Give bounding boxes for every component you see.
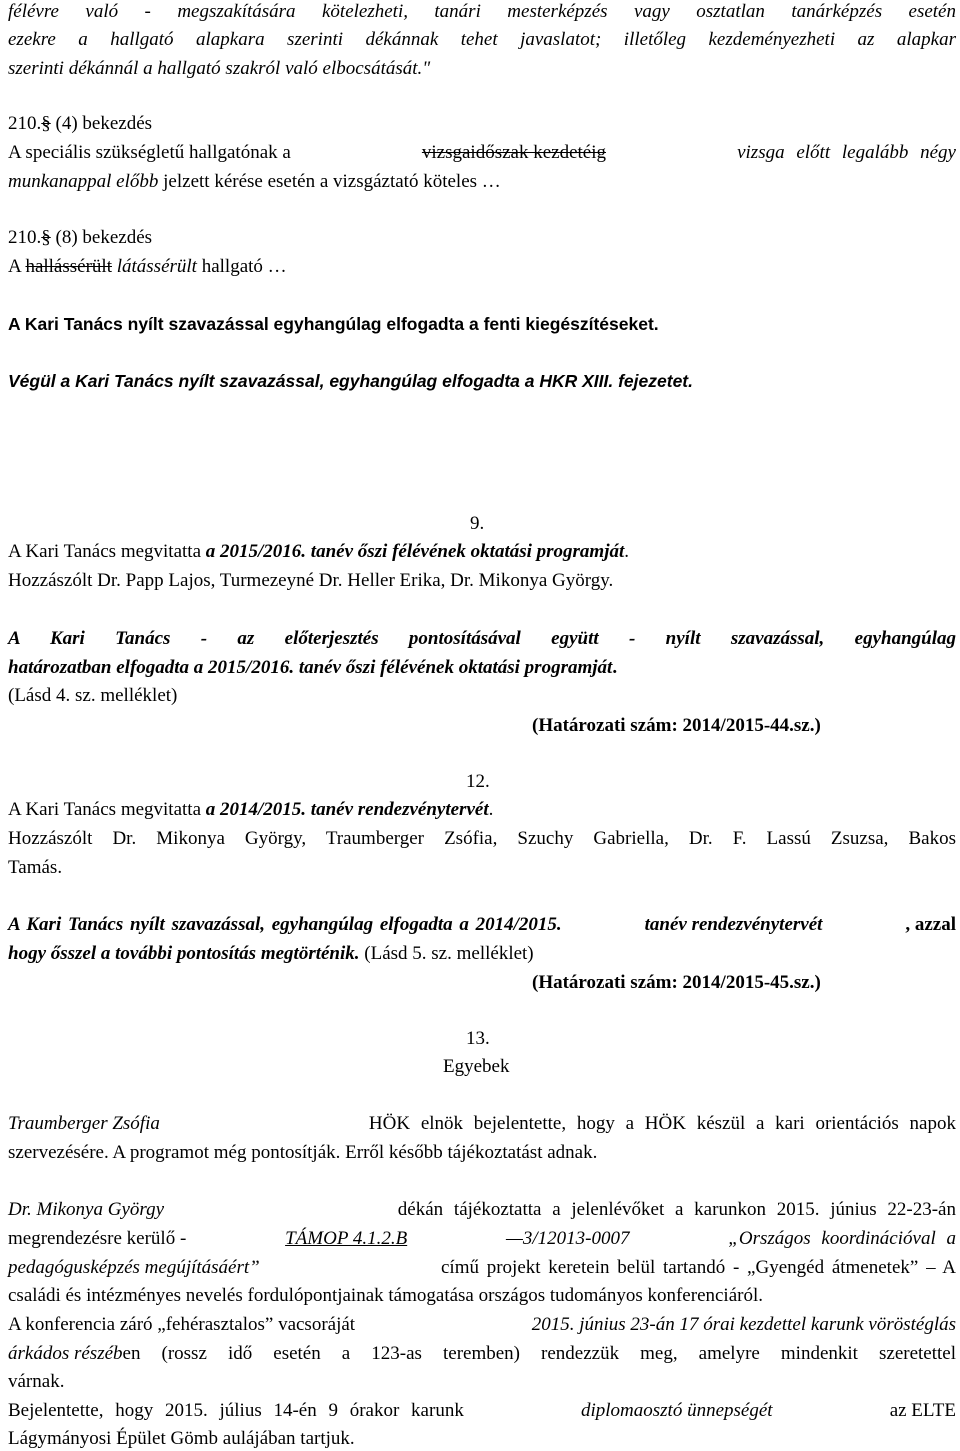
item13-p2-line-3 [8, 1256, 956, 1280]
item9-contributors: Hozzászólt Dr. Papp Lajos, Turmezeyné Dr. Heller Erika, Dr. Mikonya György. [8, 570, 614, 591]
amendment-text-plain: hallgató … [196, 256, 287, 277]
item12-attachment-ref: (Lásd 5. sz. melléklet) [359, 943, 534, 964]
item12-discussed-lead: A Kari Tanács megvitatta [8, 799, 206, 820]
item12-decision-note: hogy ősszel a további pontosítás megtörténik. [8, 943, 360, 964]
deleted-text: vizsgaidőszak kezdetéig [421, 142, 607, 163]
item12-decision-line-1 [8, 913, 956, 937]
project-code-suffix: —3/12013-0007 [505, 1228, 630, 1249]
item12-discussed-end: . [488, 799, 494, 820]
item13-p1-line-2: szervezésére. A programot még pontosítják. Erről később tájékoztatást adnak. [8, 1142, 598, 1163]
amendment-text-line-2 [8, 170, 501, 194]
item9-discussed-topic: a 2015/2016. tanév őszi félévének oktatási programját [205, 541, 625, 562]
item9-discussed-end: . [624, 541, 630, 562]
deleted-text: hallássérült [25, 256, 112, 277]
item13-p1-text: HÖK elnök bejelentette, hogy a HÖK készül a kari orientációs napok [368, 1113, 956, 1134]
project-title: pedagógusképzés megújításáért” [8, 1257, 260, 1278]
person-name: Dr. Mikonya György [8, 1199, 165, 1220]
agenda-item-title-other: Egyebek [443, 1056, 510, 1077]
event-details: 2015. június 23-án 17 órai kezdettel karunk vöröstéglás [531, 1314, 956, 1335]
amendment-heading-2 [8, 226, 152, 250]
item9-decision-lead: határozatban elfogadta a 2015/2016. [8, 657, 299, 678]
section-sign: § [41, 113, 51, 134]
amendment-text-2 [8, 255, 287, 279]
item13-p3-line-3: várnak. [8, 1371, 65, 1392]
agenda-item-number-12: 12. [466, 771, 490, 792]
paragraph-ref: (8) bekezdés [50, 227, 153, 248]
project-code: TÁMOP 4.1.2.B [285, 1228, 408, 1249]
item13-p2-line-1 [8, 1198, 956, 1222]
agenda-item-number-13: 13. [466, 1028, 490, 1049]
item13-p2-line-2 [8, 1227, 956, 1251]
inserted-text: vizsga előtt legalább négy [737, 142, 956, 163]
item13-p4-text: Bejelentette, hogy 2015. július 14-én 9 órakor karunk [8, 1400, 464, 1421]
decision-hkr: Végül a Kari Tanács nyílt szavazással, egyhangúlag elfogadta a HKR XIII. fejezetet. [8, 371, 693, 391]
inserted-text: látássérült [111, 256, 197, 277]
event-details: árkádos részéb [8, 1343, 123, 1364]
item9-decision-end: . [612, 657, 618, 678]
person-name: Traumberger Zsófia [8, 1113, 160, 1134]
item9-discussed-lead: A Kari Tanács megvitatta [8, 541, 206, 562]
item9-discussed [8, 540, 629, 564]
section-number: 210. [8, 113, 42, 134]
item9-resolution-number: (Határozati szám: 2014/2015-44.sz.) [532, 715, 821, 736]
item9-decision-topic: tanév őszi félévének oktatási programját [298, 657, 613, 678]
item9-decision-line-1: A Kari Tanács - az előterjesztés pontosításával együtt - nyílt szavazással, egyhangúlag [8, 628, 956, 649]
continuation-line-1: félévre való - megszakítására kötelezheti, tanári mesterképzés vagy osztatlan tanárképzés esetén [8, 1, 956, 22]
item13-p4-line-1 [8, 1399, 956, 1423]
item13-p2-line-4: családi és intézményes nevelés fordulópontjainak támogatása országos tudományos konferenciáról. [8, 1285, 763, 1306]
item13-p2-text: dékán tájékoztatta a jelenlévőket a karunkon 2015. június 22-23-án [397, 1199, 956, 1220]
item12-discussed [8, 798, 493, 822]
item12-discussed-topic: a 2014/2015. tanév rendezvénytervét [205, 799, 489, 820]
item12-decision-lead: A Kari Tanács nyílt szavazással, egyhangúlag elfogadta a 2014/2015. [8, 914, 562, 935]
item13-p3-text: A konferencia záró „fehérasztalos” vacsoráját [8, 1314, 356, 1335]
continuation-line-3: szerinti dékánnál a hallgató szakról való elbocsátását." [8, 58, 431, 79]
amendment-heading-1 [8, 112, 152, 136]
item12-decision-topic: tanév rendezvénytervét [644, 914, 823, 935]
inserted-text: munkanappal előbb [8, 171, 159, 192]
amendment-text-plain: A speciális szükségletű hallgatónak a [8, 142, 291, 163]
amendment-text-line-1 [8, 141, 956, 165]
project-title: „Országos koordinációval a [728, 1228, 956, 1249]
amendment-text-plain: jelzett kérése esetén a vizsgáztató köteles … [158, 171, 501, 192]
item12-decision-line-2 [8, 942, 534, 966]
item9-decision-line-2 [8, 656, 617, 680]
section-number: 210. [8, 227, 42, 248]
item12-contributors-line-1: Hozzászólt Dr. Mikonya György, Traumberger Zsófia, Szuchy Gabriella, Dr. F. Lassú Zsuzsa, Bakos [8, 828, 956, 849]
section-sign: § [41, 227, 51, 248]
item13-p4-line-2: Lágymányosi Épület Gömb aulájában tartjuk. [8, 1428, 355, 1449]
item13-p3-text: en (rossz idő esetén a 123-as teremben) rendezzük meg, amelyre mindenkit szeretettel [122, 1343, 956, 1364]
item12-contributors-line-2: Tamás. [8, 857, 63, 878]
item13-p3-line-1 [8, 1313, 956, 1337]
item13-p3-line-2 [8, 1342, 956, 1366]
continuation-line-2: ezekre a hallgató alapkara szerinti dékánnak tehet javaslatot; illetőleg kezdeményezheti az alapkar [8, 29, 956, 50]
item13-p2-text: című projekt keretein belül tartandó - „Gyengéd átmenetek” – A [440, 1257, 956, 1278]
paragraph-ref: (4) bekezdés [50, 113, 153, 134]
event-name: diplomaosztó ünnepségét [580, 1400, 773, 1421]
decision-amendments: A Kari Tanács nyílt szavazással egyhangúlag elfogadta a fenti kiegészítéseket. [8, 314, 659, 334]
item12-resolution-number: (Határozati szám: 2014/2015-45.sz.) [532, 972, 821, 993]
item12-decision-end: , azzal [905, 914, 956, 935]
amendment-text-plain: A [8, 256, 26, 277]
agenda-item-number-9: 9. [470, 513, 485, 534]
item13-p1-line-1 [8, 1112, 956, 1136]
item9-attachment-ref: (Lásd 4. sz. melléklet) [8, 685, 178, 706]
item13-p4-text: az ELTE [889, 1400, 956, 1421]
item13-p2-text: megrendezésre kerülő - [8, 1228, 187, 1249]
